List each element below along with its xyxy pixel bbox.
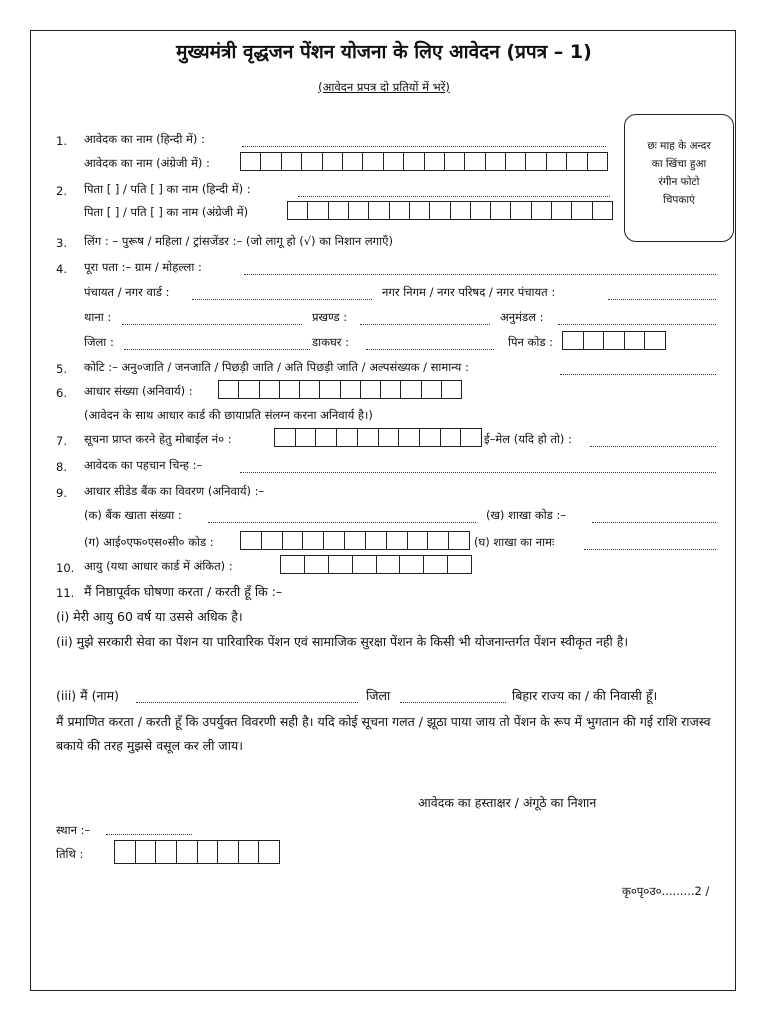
pin-code-boxes[interactable] <box>562 331 666 350</box>
category-label: कोटि :– अनु०जाति / जनजाति / पिछड़ी जाति / अति पिछड़ी जाति / अल्पसंख्यक / सामान्य : <box>84 360 469 374</box>
char-box[interactable] <box>156 841 177 863</box>
char-box[interactable] <box>280 381 300 398</box>
block-label: प्रखण्ड : <box>312 310 348 324</box>
char-box[interactable] <box>387 532 408 549</box>
declaration-resident-label: बिहार राज्य का / की निवासी हूँ। <box>512 688 658 703</box>
municipality-field[interactable] <box>608 299 716 300</box>
char-box[interactable] <box>461 429 481 446</box>
field-number: 2. <box>56 184 67 198</box>
panchayat-ward-field[interactable] <box>192 299 372 300</box>
declaration-age: (i) मेरी आयु 60 वर्ष या उससे अधिक है। <box>56 609 243 624</box>
char-box[interactable] <box>305 556 329 573</box>
char-box[interactable] <box>281 556 305 573</box>
pin-code-label: पिन कोड : <box>508 335 554 349</box>
char-box[interactable] <box>241 153 261 170</box>
photo-placeholder[interactable]: छः माह के अन्दर का खिंचा हुआ रंगीन फोटो चिपकाएं <box>624 114 734 242</box>
char-box[interactable] <box>422 381 442 398</box>
char-box[interactable] <box>420 429 441 446</box>
applicant-name-english-boxes[interactable] <box>240 152 608 171</box>
char-box[interactable] <box>604 332 625 349</box>
char-box[interactable] <box>136 841 157 863</box>
applicant-name-hindi-field[interactable] <box>242 146 606 147</box>
ifsc-boxes[interactable] <box>240 531 470 550</box>
char-box[interactable] <box>506 153 526 170</box>
age-label: आयु (यथा आधार कार्ड में अंकित) : <box>84 559 233 573</box>
panchayat-ward-label: पंचायत / नगर वार्ड : <box>84 285 170 299</box>
char-box[interactable] <box>449 532 469 549</box>
field-number: 10. <box>56 561 75 575</box>
ifsc-label: (ग) आई०एफ०एस०सी० कोड : <box>84 535 214 549</box>
char-box[interactable] <box>428 532 449 549</box>
field-number: 4. <box>56 262 67 276</box>
char-box[interactable] <box>563 332 584 349</box>
applicant-name-english-label: आवेदक का नाम (अंग्रेजी में) : <box>84 156 210 170</box>
declaration-district-field[interactable] <box>400 702 506 703</box>
field-number: 9. <box>56 486 67 500</box>
char-box[interactable] <box>526 153 546 170</box>
char-box[interactable] <box>282 153 302 170</box>
char-box[interactable] <box>239 841 260 863</box>
father-husband-name-hindi-label: पिता [ ] / पति [ ] का नाम (हिन्दी में) : <box>84 182 251 196</box>
declaration-pension: (ii) मुझे सरकारी सेवा का पेंशन या पारिवारिक पेंशन एवं सामाजिक सुरक्षा पेंशन के किसी भी योजनान्तर्गत पेंशन स्वीकृत नही है। <box>56 634 629 649</box>
char-box[interactable] <box>283 532 304 549</box>
char-box[interactable] <box>384 153 404 170</box>
declaration-district-label: जिला <box>366 688 391 703</box>
branch-name-label: (घ) शाखा का नामः <box>474 535 555 549</box>
char-box[interactable] <box>451 202 471 219</box>
identification-mark-field[interactable] <box>240 472 716 473</box>
char-box[interactable] <box>645 332 665 349</box>
char-box[interactable] <box>465 153 485 170</box>
char-box[interactable] <box>547 153 567 170</box>
char-box[interactable] <box>198 841 219 863</box>
char-box[interactable] <box>445 153 465 170</box>
char-box[interactable] <box>404 153 424 170</box>
char-box[interactable] <box>377 556 401 573</box>
field-number: 7. <box>56 434 67 448</box>
char-box[interactable] <box>341 381 361 398</box>
branch-code-label: (ख) शाखा कोड :– <box>486 508 567 522</box>
father-husband-name-hindi-field[interactable] <box>298 196 610 197</box>
char-box[interactable] <box>262 532 283 549</box>
char-box[interactable] <box>430 202 450 219</box>
char-box[interactable] <box>424 556 448 573</box>
age-boxes[interactable] <box>280 555 472 574</box>
identification-mark-label: आवेदक का पहचान चिन्ह :– <box>84 458 203 472</box>
aadhaar-label: आधार संख्या (अनिवार्य) : <box>84 384 193 398</box>
address-village-field[interactable] <box>244 274 716 275</box>
char-box[interactable] <box>441 429 462 446</box>
signature-label: आवेदक का हस्ताक्षर / अंगूठे का निशान <box>418 795 597 810</box>
char-box[interactable] <box>399 429 420 446</box>
address-village-label: पूरा पता :– ग्राम / मोहल्ला : <box>84 260 202 274</box>
char-box[interactable] <box>400 556 424 573</box>
char-box[interactable] <box>511 202 531 219</box>
char-box[interactable] <box>260 381 280 398</box>
char-box[interactable] <box>343 153 363 170</box>
field-number: 3. <box>56 236 67 250</box>
char-box[interactable] <box>625 332 646 349</box>
char-box[interactable] <box>532 202 552 219</box>
char-box[interactable] <box>337 429 358 446</box>
char-box[interactable] <box>552 202 572 219</box>
char-box[interactable] <box>219 381 239 398</box>
police-station-field[interactable] <box>122 324 302 325</box>
char-box[interactable] <box>303 532 324 549</box>
form-title: मुख्यमंत्री वृद्धजन पेंशन योजना के लिए आवेदन (प्रपत्र – 1) <box>176 41 592 63</box>
char-box[interactable] <box>491 202 511 219</box>
char-box[interactable] <box>401 381 421 398</box>
char-box[interactable] <box>115 841 136 863</box>
father-husband-name-english-label: पिता [ ] / पति [ ] का नाम (अंग्रेजी में) <box>84 205 249 219</box>
certification-text: मैं प्रमाणित करता / करती हूँ कि उपर्युक्त विवरणी सही है। यदि कोई सूचना गलत / झूठा पाया जाय तो पेंशन के रूप में भुगतान की गई राशि राजस्व बकाये की तरह मुझसे वसूल कर ली जाय। <box>56 714 711 753</box>
char-box[interactable] <box>288 202 308 219</box>
char-box[interactable] <box>381 381 401 398</box>
char-box[interactable] <box>349 202 369 219</box>
email-label: ई–मेल (यदि हो तो) : <box>484 432 572 446</box>
branch-code-field[interactable] <box>592 522 716 523</box>
date-label: तिथि : <box>56 847 84 861</box>
category-field[interactable] <box>560 374 716 375</box>
declaration-name-label: (iii) मैं (नाम) <box>56 688 119 703</box>
mobile-label: सूचना प्राप्त करने हेतु मोबाईल नं० : <box>84 432 232 446</box>
subdivision-field[interactable] <box>558 324 716 325</box>
continued-overleaf: कृ०पृ०उ०.........2 / <box>622 884 710 898</box>
bank-details-label: आधार सीडेड बैंक का विवरण (अनिवार्य) :– <box>84 484 265 498</box>
char-box[interactable] <box>572 202 592 219</box>
bank-account-label: (क) बैंक खाता संख्या : <box>84 508 182 522</box>
char-box[interactable] <box>320 381 340 398</box>
place-label: स्थान :– <box>56 823 91 837</box>
char-box[interactable] <box>369 202 389 219</box>
char-box[interactable] <box>239 381 259 398</box>
district-label: जिला : <box>84 335 114 349</box>
char-box[interactable] <box>593 202 612 219</box>
char-box[interactable] <box>363 153 383 170</box>
mobile-boxes[interactable] <box>274 428 482 447</box>
char-box[interactable] <box>353 556 377 573</box>
char-box[interactable] <box>329 556 353 573</box>
email-field[interactable] <box>590 446 716 447</box>
place-field[interactable] <box>106 834 192 835</box>
char-box[interactable] <box>275 429 296 446</box>
char-box[interactable] <box>361 381 381 398</box>
municipality-label: नगर निगम / नगर परिषद / नगर पंचायत : <box>382 285 556 299</box>
char-box[interactable] <box>300 381 320 398</box>
declaration-name-field[interactable] <box>136 702 358 703</box>
bank-account-field[interactable] <box>208 522 476 523</box>
block-field[interactable] <box>360 324 490 325</box>
char-box[interactable] <box>324 532 345 549</box>
char-box[interactable] <box>358 429 379 446</box>
char-box[interactable] <box>390 202 410 219</box>
char-box[interactable] <box>316 429 337 446</box>
char-box[interactable] <box>448 556 471 573</box>
form-subtitle: (आवेदन प्रपत्र दो प्रतियों में भरें) <box>318 80 450 94</box>
post-office-label: डाकघर : <box>312 335 349 349</box>
char-box[interactable] <box>379 429 400 446</box>
char-box[interactable] <box>261 153 281 170</box>
date-boxes[interactable] <box>114 840 280 864</box>
applicant-name-hindi-label: आवेदक का नाम (हिन्दी में) : <box>84 132 205 146</box>
field-number: 1. <box>56 134 67 148</box>
char-box[interactable] <box>584 332 605 349</box>
char-box[interactable] <box>302 153 322 170</box>
char-box[interactable] <box>177 841 198 863</box>
post-office-field[interactable] <box>366 349 494 350</box>
char-box[interactable] <box>471 202 491 219</box>
char-box[interactable] <box>218 841 239 863</box>
char-box[interactable] <box>296 429 317 446</box>
field-number: 11. <box>56 586 75 600</box>
aadhaar-note: (आवेदन के साथ आधार कार्ड की छायाप्रति संलग्न करना अनिवार्य है।) <box>84 408 373 422</box>
char-box[interactable] <box>259 841 279 863</box>
char-box[interactable] <box>308 202 328 219</box>
field-number: 6. <box>56 386 67 400</box>
subdivision-label: अनुमंडल : <box>500 310 544 324</box>
police-station-label: थाना : <box>84 310 112 324</box>
char-box[interactable] <box>567 153 587 170</box>
field-number: 8. <box>56 460 67 474</box>
father-husband-name-english-boxes[interactable] <box>287 201 613 220</box>
char-box[interactable] <box>442 381 461 398</box>
char-box[interactable] <box>329 202 349 219</box>
char-box[interactable] <box>323 153 343 170</box>
char-box[interactable] <box>345 532 366 549</box>
branch-name-field[interactable] <box>584 549 716 550</box>
char-box[interactable] <box>408 532 429 549</box>
aadhaar-boxes[interactable] <box>218 380 462 399</box>
gender-label: लिंग : – पुरूष / महिला / ट्रांसजेंडर :– (जो लागू हो (√) का निशान लगाएँ) <box>84 234 393 248</box>
char-box[interactable] <box>486 153 506 170</box>
char-box[interactable] <box>425 153 445 170</box>
char-box[interactable] <box>588 153 607 170</box>
char-box[interactable] <box>366 532 387 549</box>
char-box[interactable] <box>241 532 262 549</box>
declaration-heading: मैं निष्ठापूर्वक घोषणा करता / करती हूँ कि :– <box>84 584 283 599</box>
district-field[interactable] <box>124 349 310 350</box>
field-number: 5. <box>56 362 67 376</box>
char-box[interactable] <box>410 202 430 219</box>
